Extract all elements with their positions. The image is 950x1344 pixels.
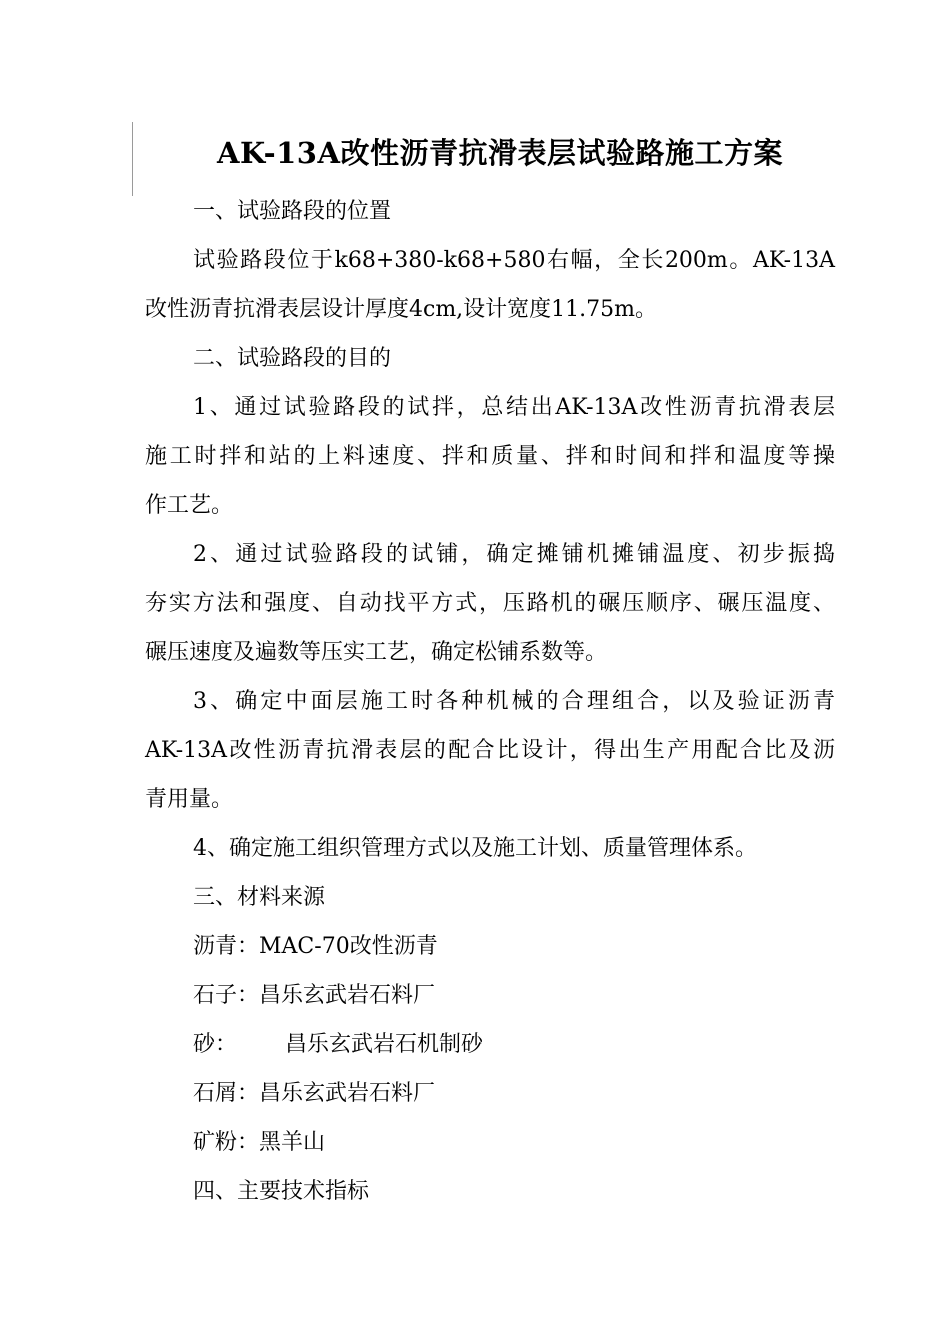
material-value: 昌乐玄武岩石料厂	[259, 983, 436, 1008]
margin-mark	[132, 122, 133, 196]
section-heading-technical-specs: 四、主要技术指标	[193, 1179, 370, 1204]
purpose-item-3: 3、确定中面层施工时各种机械的合理组合，以及验证沥青 AK-13A改性沥青抗滑表层的配合比设计，得出生产用配合比及沥 青用量。	[145, 689, 835, 812]
material-label: 沥青：	[193, 934, 260, 959]
location-paragraph: 试验路段位于k68+380-k68+580右幅，全长200m。AK-13A 改性沥青抗滑表层设计厚度4cm,设计宽度11.75m。	[145, 248, 835, 322]
purpose-item-4: 4、确定施工组织管理方式以及施工计划、质量管理体系。	[193, 836, 757, 861]
material-label: 石屑：	[193, 1081, 260, 1106]
material-label: 矿粉：	[193, 1130, 260, 1155]
purpose-item-2: 2、通过试验路段的试铺，确定摊铺机摊铺温度、初步振捣 夯实方法和强度、自动找平方式，压路机的碾压顺序、碾压温度、 碾压速度及遍数等压实工艺，确定松铺系数等。	[145, 542, 835, 665]
material-value: 昌乐玄武岩石机制砂	[285, 1032, 484, 1057]
material-label: 砂：	[193, 1032, 238, 1057]
material-value: MAC-70改性沥青	[259, 934, 438, 959]
material-row-asphalt	[145, 922, 835, 971]
material-row-stone	[145, 971, 835, 1020]
material-row-mineral-powder	[145, 1118, 835, 1167]
section-heading-purpose: 二、试验路段的目的	[193, 346, 392, 371]
material-row-sand	[145, 1020, 835, 1069]
document-page	[145, 125, 835, 1216]
document-title: AK-13A改性沥青抗滑表层试验路施工方案	[217, 136, 783, 170]
material-label: 石子：	[193, 983, 260, 1008]
section-heading-location: 一、试验路段的位置	[193, 199, 392, 224]
material-value: 黑羊山	[259, 1130, 326, 1155]
material-row-chips	[145, 1069, 835, 1118]
material-value: 昌乐玄武岩石料厂	[259, 1081, 436, 1106]
purpose-item-1: 1、通过试验路段的试拌，总结出AK-13A改性沥青抗滑表层 施工时拌和站的上料速度、拌和质量、拌和时间和拌和温度等操 作工艺。	[145, 395, 835, 518]
section-heading-materials: 三、材料来源	[193, 885, 326, 910]
